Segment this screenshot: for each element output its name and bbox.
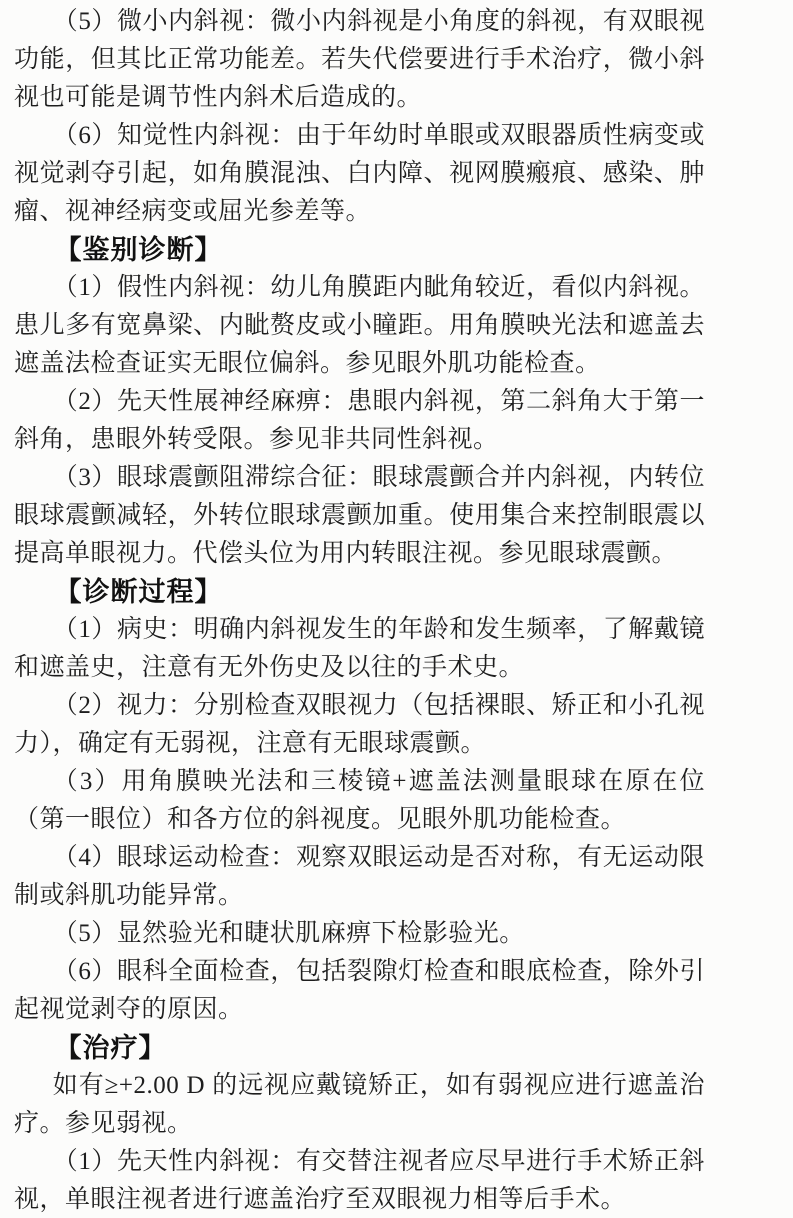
section-heading-treatment: 【治疗】 [54,1033,167,1063]
paragraph-abducens-palsy: （2）先天性展神经麻痹：患眼内斜视，第二斜角大于第一斜角，患眼外转受限。参见非共同性斜视。 [14,388,705,453]
paragraph-sensory-esotropia: （6）知觉性内斜视：由于年幼时单眼或双眼器质性病变或视觉剥夺引起，如角膜混浊、白内障、视网膜瘢痕、感染、肿瘤、视神经病变或屈光参差等。 [14,122,705,225]
paragraph-prism-cover-test: （3）用角膜映光法和三棱镜+遮盖法测量眼球在原在位（第一眼位）和各方位的斜视度。见眼外肌功能检查。 [14,768,705,833]
paragraph-treatment-intro: 如有≥+2.00 D 的远视应戴镜矫正，如有弱视应进行遮盖治疗。参见弱视。 [14,1072,705,1137]
paragraph-microtropia: （5）微小内斜视：微小内斜视是小角度的斜视，有双眼视功能，但其比正常功能差。若失代偿要进行手术治疗，微小斜视也可能是调节性内斜术后造成的。 [14,8,705,111]
paragraph-history: （1）病史：明确内斜视发生的年龄和发生频率，了解戴镜和遮盖史，注意有无外伤史及以往的手术史。 [14,616,705,681]
paragraph-full-exam: （6）眼科全面检查，包括裂隙灯检查和眼底检查，除外引起视觉剥夺的原因。 [14,958,705,1023]
paragraph-nystagmus-blockage: （3）眼球震颤阻滞综合征：眼球震颤合并内斜视，内转位眼球震颤减轻，外转位眼球震颤加重。使用集合来控制眼震以提高单眼视力。代偿头位为用内转眼注视。参见眼球震颤。 [14,464,705,567]
paragraph-congenital-esotropia: （1）先天性内斜视：有交替注视者应尽早进行手术矫正斜视，单眼注视者进行遮盖治疗至双眼视力相等后手术。 [14,1148,705,1213]
paragraph-visual-acuity: （2）视力：分别检查双眼视力（包括裸眼、矫正和小孔视力），确定有无弱视，注意有无眼球震颤。 [14,692,705,757]
section-heading-differential: 【鉴别诊断】 [54,235,223,265]
paragraph-pseudo-esotropia: （1）假性内斜视：幼儿角膜距内眦角较近，看似内斜视。患儿多有宽鼻梁、内眦赘皮或小瞳距。用角膜映光法和遮盖去遮盖法检查证实无眼位偏斜。参见眼外肌功能检查。 [14,274,705,377]
paragraph-ocular-motility: （4）眼球运动检查：观察双眼运动是否对称，有无运动限制或斜肌功能异常。 [14,844,705,909]
section-heading-diagnosis: 【诊断过程】 [54,577,223,607]
paragraph-refraction: （5）显然验光和睫状肌麻痹下检影验光。 [52,920,525,947]
